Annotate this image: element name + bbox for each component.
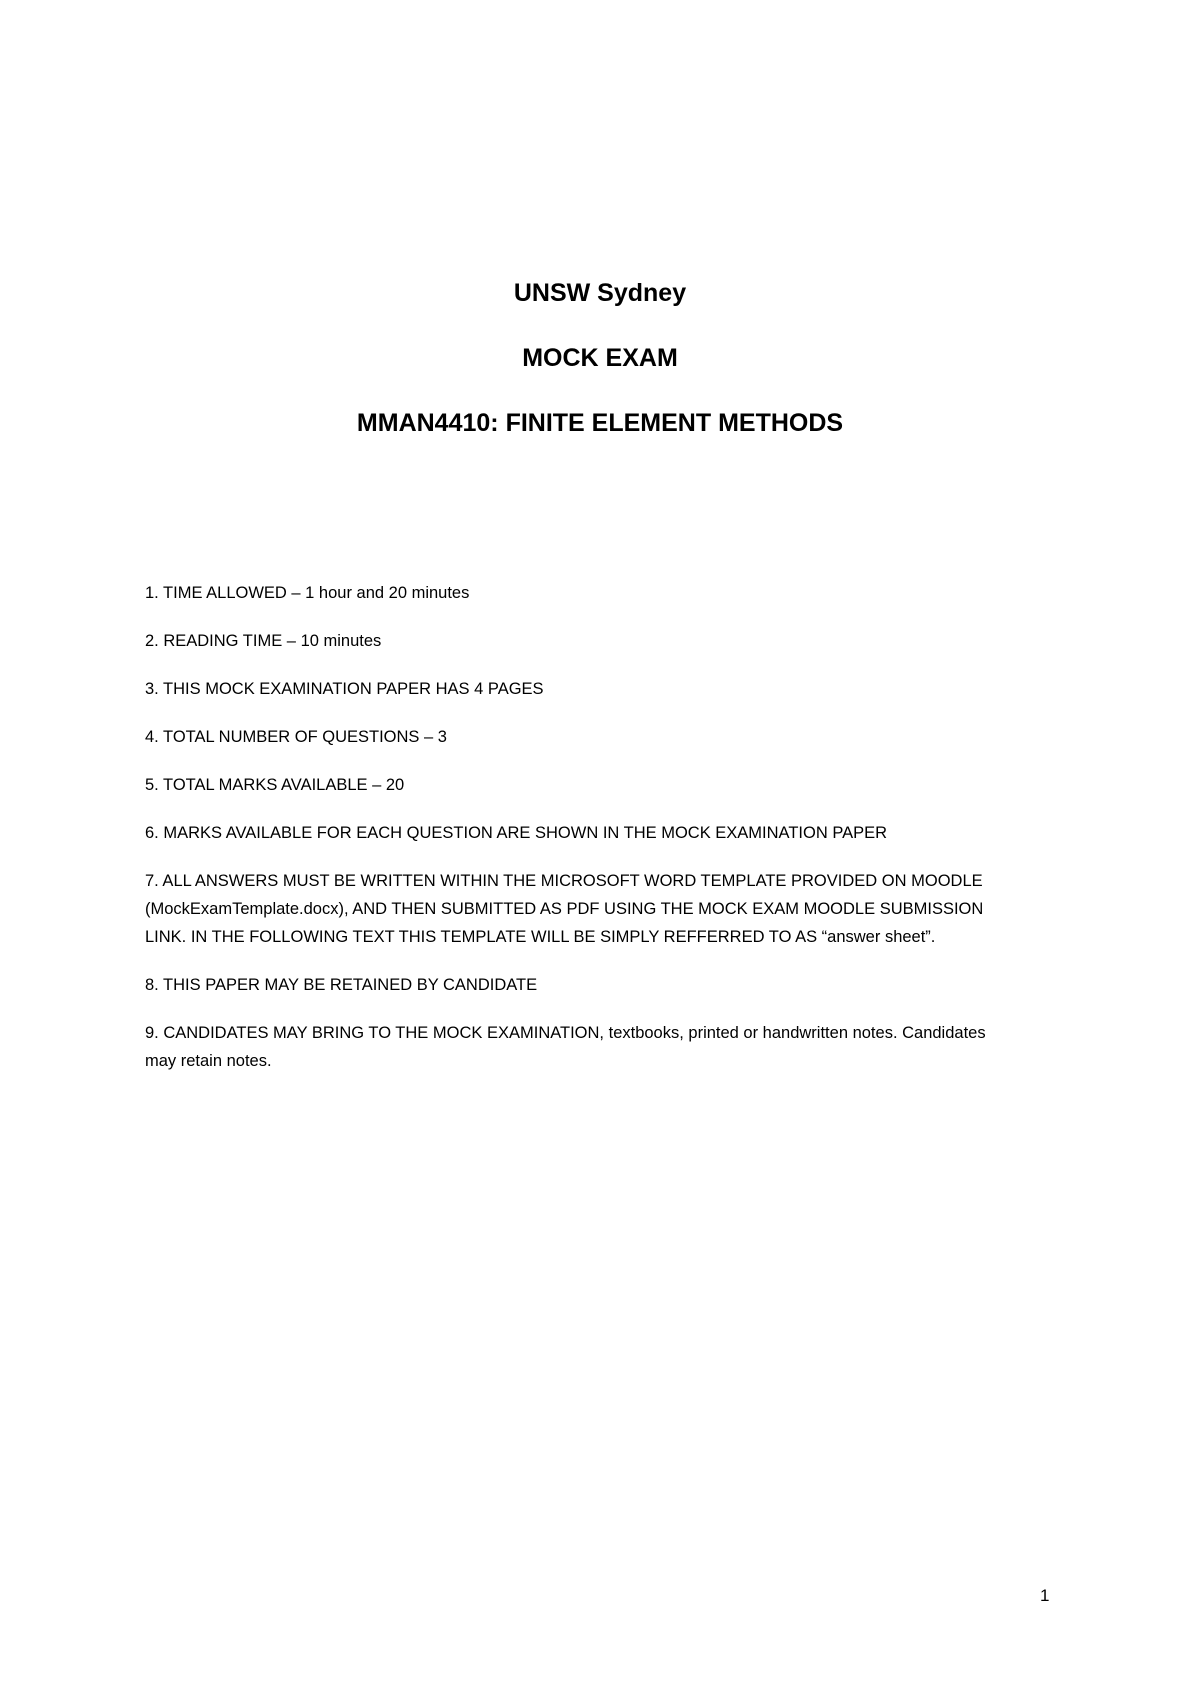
instruction-item: 5. TOTAL MARKS AVAILABLE – 20: [145, 776, 405, 794]
exam-header: [0, 278, 1200, 473]
instruction-item: 3. THIS MOCK EXAMINATION PAPER HAS 4 PAGES: [145, 680, 544, 698]
instruction-item: 2. READING TIME – 10 minutes: [145, 632, 382, 650]
course-title: MMAN4410: FINITE ELEMENT METHODS: [356, 409, 844, 437]
institution-title: UNSW Sydney: [513, 279, 687, 307]
instruction-item: 9. CANDIDATES MAY BRING TO THE MOCK EXAMINATION, textbooks, printed or handwritten notes. Candidates may retain notes.: [145, 1024, 986, 1070]
instruction-item: 1. TIME ALLOWED – 1 hour and 20 minutes: [145, 584, 470, 602]
instruction-item: 4. TOTAL NUMBER OF QUESTIONS – 3: [145, 728, 447, 746]
exam-type-title: MOCK EXAM: [522, 344, 678, 372]
instructions-list: [145, 579, 1015, 1095]
instruction-item: 6. MARKS AVAILABLE FOR EACH QUESTION ARE SHOWN IN THE MOCK EXAMINATION PAPER: [145, 824, 888, 842]
instruction-item: 7. ALL ANSWERS MUST BE WRITTEN WITHIN THE MICROSOFT WORD TEMPLATE PROVIDED ON MOODLE (MockExamTemplate.docx), AND THEN SUBMITTED AS PDF USING THE MOCK EXAM MOODLE SUBMISSION LINK. IN THE FOLLOWING TEXT THIS TEMPLATE WILL BE SIMPLY REFFERRED TO AS “answer sheet”.: [145, 872, 984, 946]
instruction-item: 8. THIS PAPER MAY BE RETAINED BY CANDIDATE: [145, 976, 538, 994]
page-number: 1: [1040, 1586, 1050, 1605]
